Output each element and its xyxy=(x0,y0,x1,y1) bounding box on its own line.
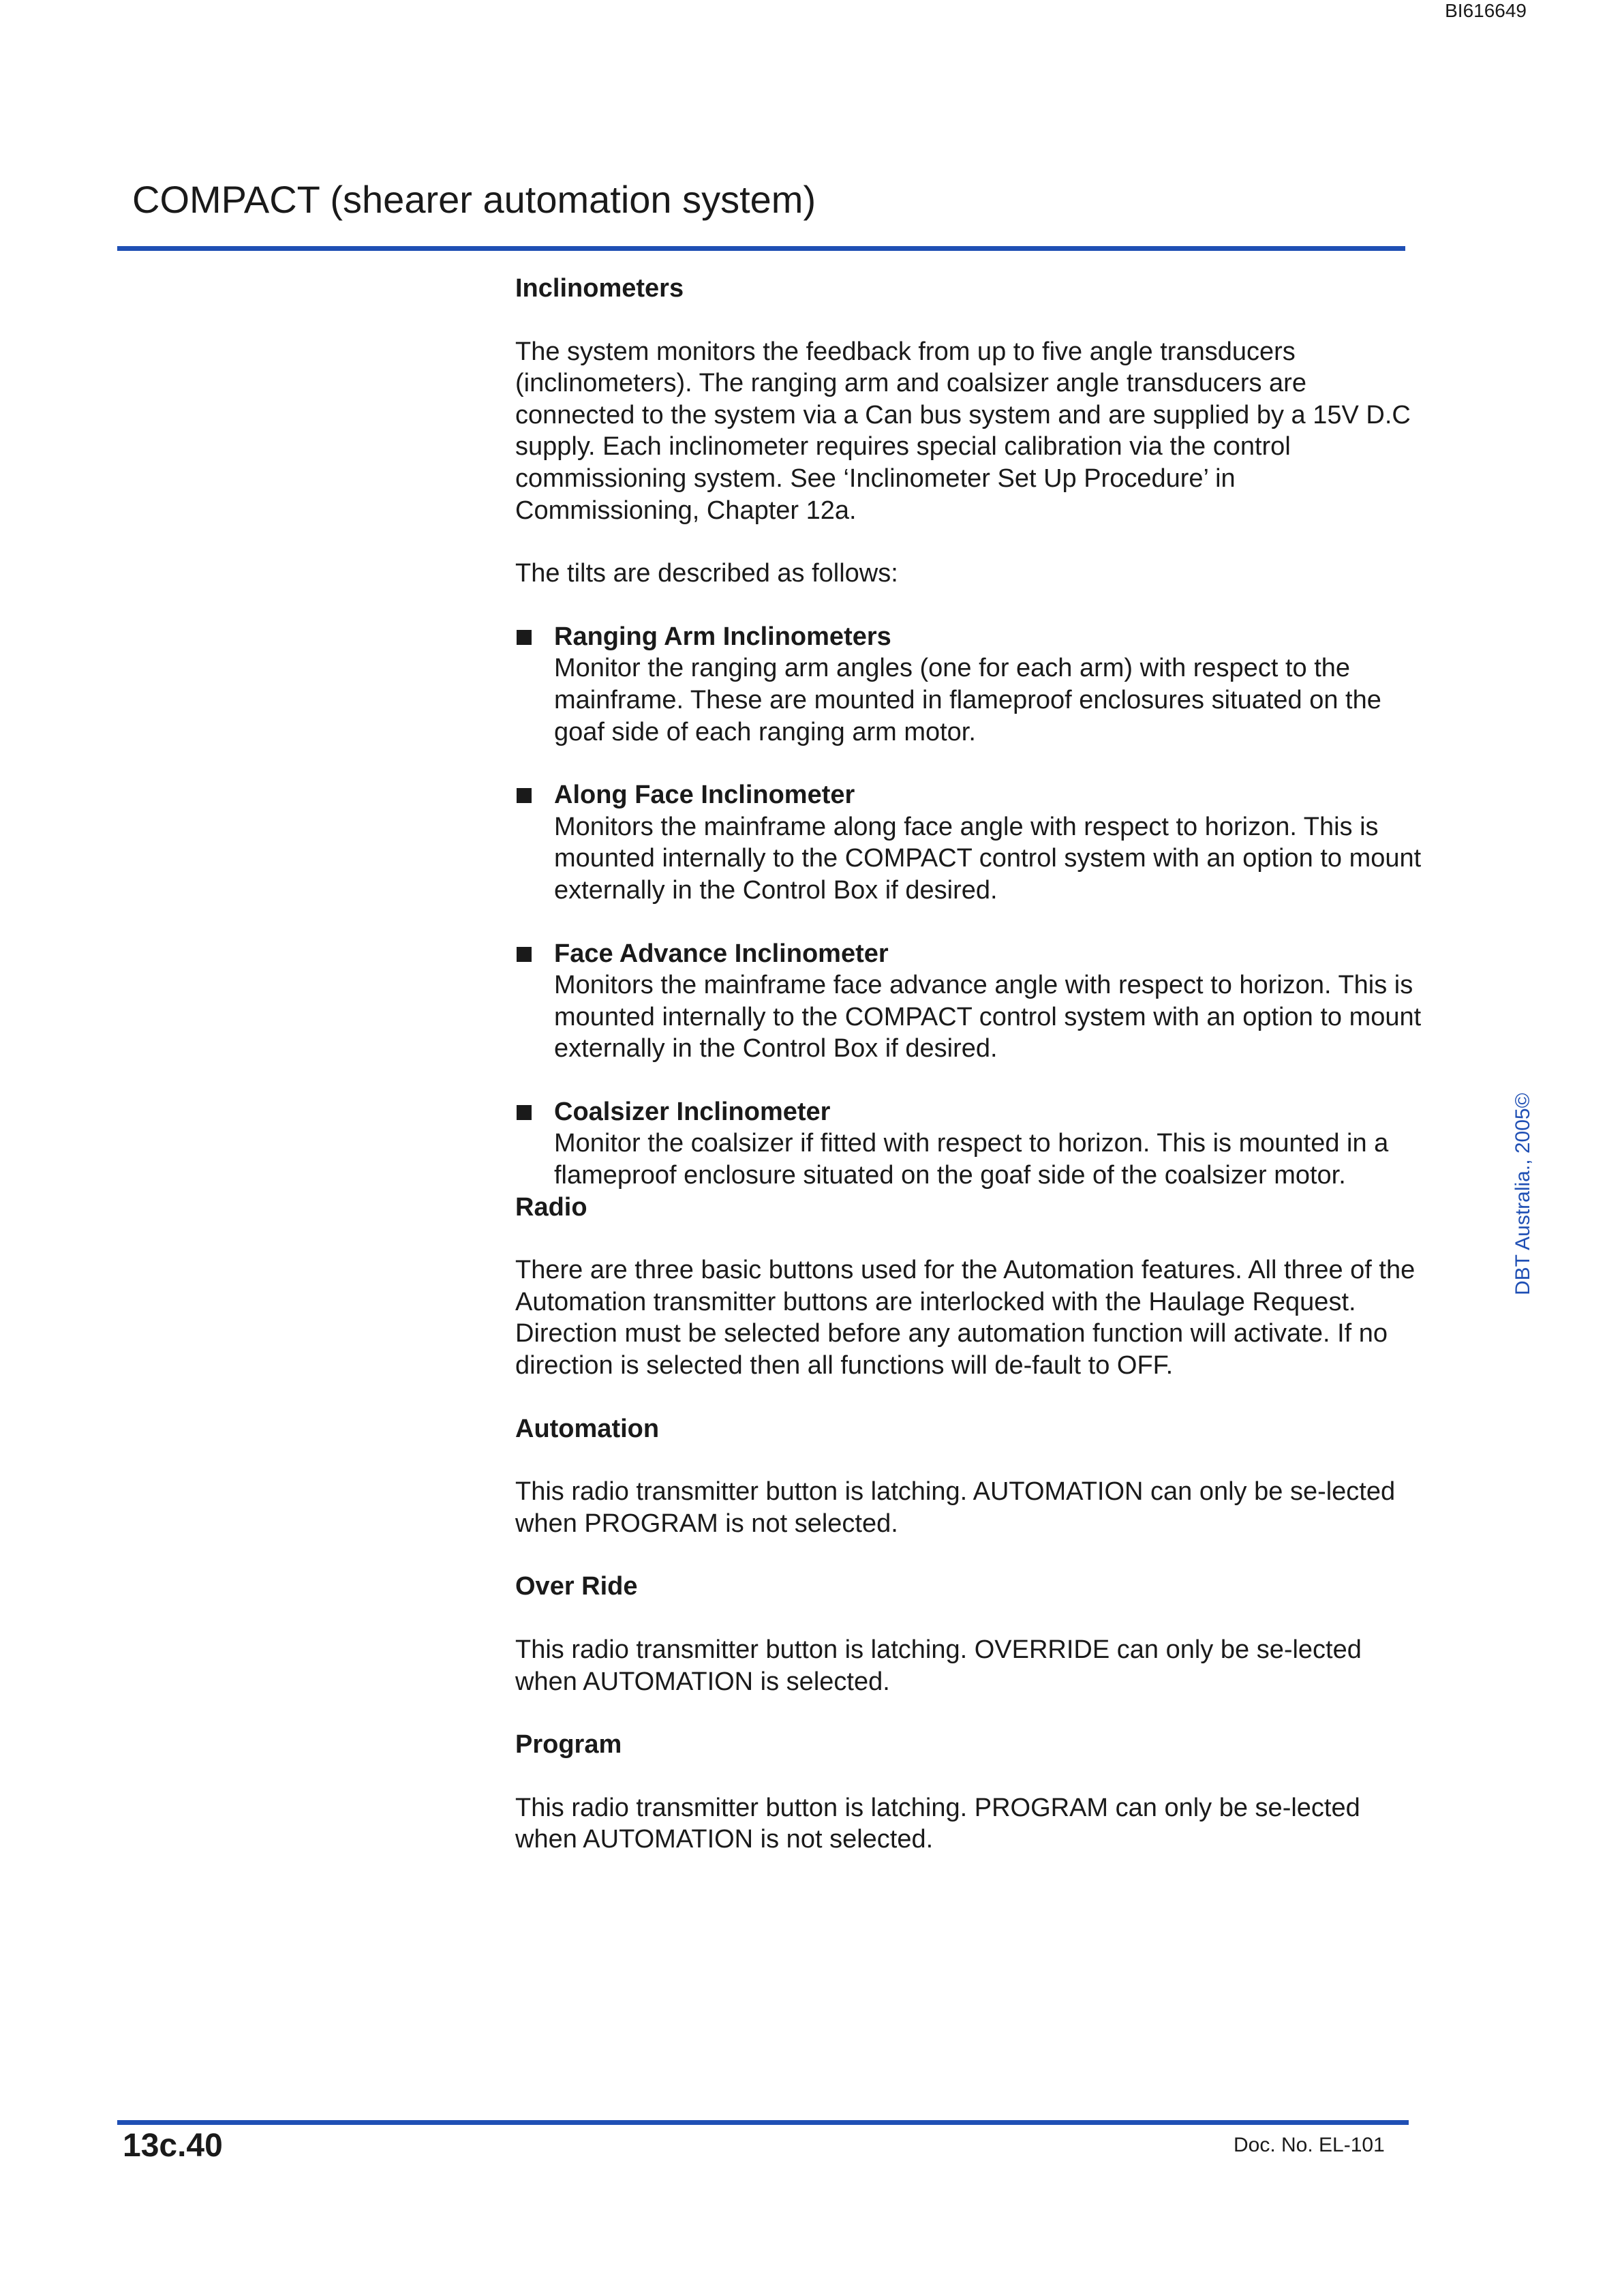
square-bullet-icon xyxy=(517,1105,532,1120)
square-bullet-icon xyxy=(517,630,532,645)
automation-heading: Automation xyxy=(515,1414,660,1443)
list-item-text: Monitor the coalsizer if fitted with respect to horizon. This is mounted in a flameproof enclosure situated on the goaf side of the coalsizer motor. xyxy=(554,1129,1389,1190)
header-divider xyxy=(117,246,1405,251)
automation-text: This radio transmitter button is latching. AUTOMATION can only be se-lected when PROGRAM is not selected. xyxy=(515,1477,1396,1538)
program-heading: Program xyxy=(515,1730,622,1759)
square-bullet-icon xyxy=(517,788,532,803)
document-id: BI616649 xyxy=(1445,0,1527,21)
override-section xyxy=(515,1571,1422,1697)
inclinometers-section xyxy=(515,273,1422,1192)
footer-divider xyxy=(117,2120,1409,2125)
tilts-intro: The tilts are described as follows: xyxy=(515,559,898,588)
program-text: This radio transmitter button is latching. PROGRAM can only be se-lected when AUTOMATION is not selected. xyxy=(515,1793,1360,1854)
list-item-title: Face Advance Inclinometer xyxy=(554,939,889,968)
document-number: Doc. No. EL-101 xyxy=(1234,2134,1385,2156)
list-item-title: Along Face Inclinometer xyxy=(554,781,855,810)
inclinometers-heading: Inclinometers xyxy=(515,274,684,303)
automation-section xyxy=(515,1413,1422,1540)
square-bullet-icon xyxy=(517,947,532,962)
list-item-title: Coalsizer Inclinometer xyxy=(554,1097,831,1126)
list-item xyxy=(515,938,1422,1065)
inclinometers-intro: The system monitors the feedback from up to five angle transducers (inclinometers). The ranging arm and coalsizer angle transducers are connected to the system via a Can bus system and are supplied by a 15V D.C supply. Each inclinometer requires special calibration via the control commissioning system. See ‘Inclinometer Set Up Procedure’ in Commissioning, Chapter 12a. xyxy=(515,337,1411,525)
override-heading: Over Ride xyxy=(515,1572,638,1601)
main-content xyxy=(515,273,1422,1887)
radio-text: There are three basic buttons used for the Automation features. All three of the Automation transmitter buttons are interlocked with the Haulage Request. Direction must be selected before any automation function will activate. If no direction is selected then all functions will de-fault to OFF. xyxy=(515,1256,1416,1380)
list-item xyxy=(515,621,1422,748)
side-copyright: DBT Australia., 2005© xyxy=(1512,1093,1534,1295)
list-item-text: Monitors the mainframe face advance angle with respect to horizon. This is mounted internally to the COMPACT control system with an option to mount externally in the Control Box if desired. xyxy=(554,971,1422,1063)
radio-heading: Radio xyxy=(515,1192,587,1222)
page-title: COMPACT (shearer automation system) xyxy=(132,178,816,221)
page-number: 13c.40 xyxy=(123,2128,223,2164)
list-item-text: Monitors the mainframe along face angle with respect to horizon. This is mounted internally to the COMPACT control system with an option to mount externally in the Control Box if desired. xyxy=(554,812,1422,905)
list-item xyxy=(515,1096,1422,1192)
override-text: This radio transmitter button is latching. OVERRIDE can only be se-lected when AUTOMATION is selected. xyxy=(515,1635,1362,1696)
list-item-text: Monitor the ranging arm angles (one for each arm) with respect to the mainframe. These are mounted in flameproof enclosures situated on the goaf side of each ranging arm motor. xyxy=(554,654,1381,746)
program-section xyxy=(515,1729,1422,1856)
inclinometer-list xyxy=(515,621,1422,1192)
list-item xyxy=(515,779,1422,906)
radio-section xyxy=(515,1192,1422,1382)
list-item-title: Ranging Arm Inclinometers xyxy=(554,622,891,651)
